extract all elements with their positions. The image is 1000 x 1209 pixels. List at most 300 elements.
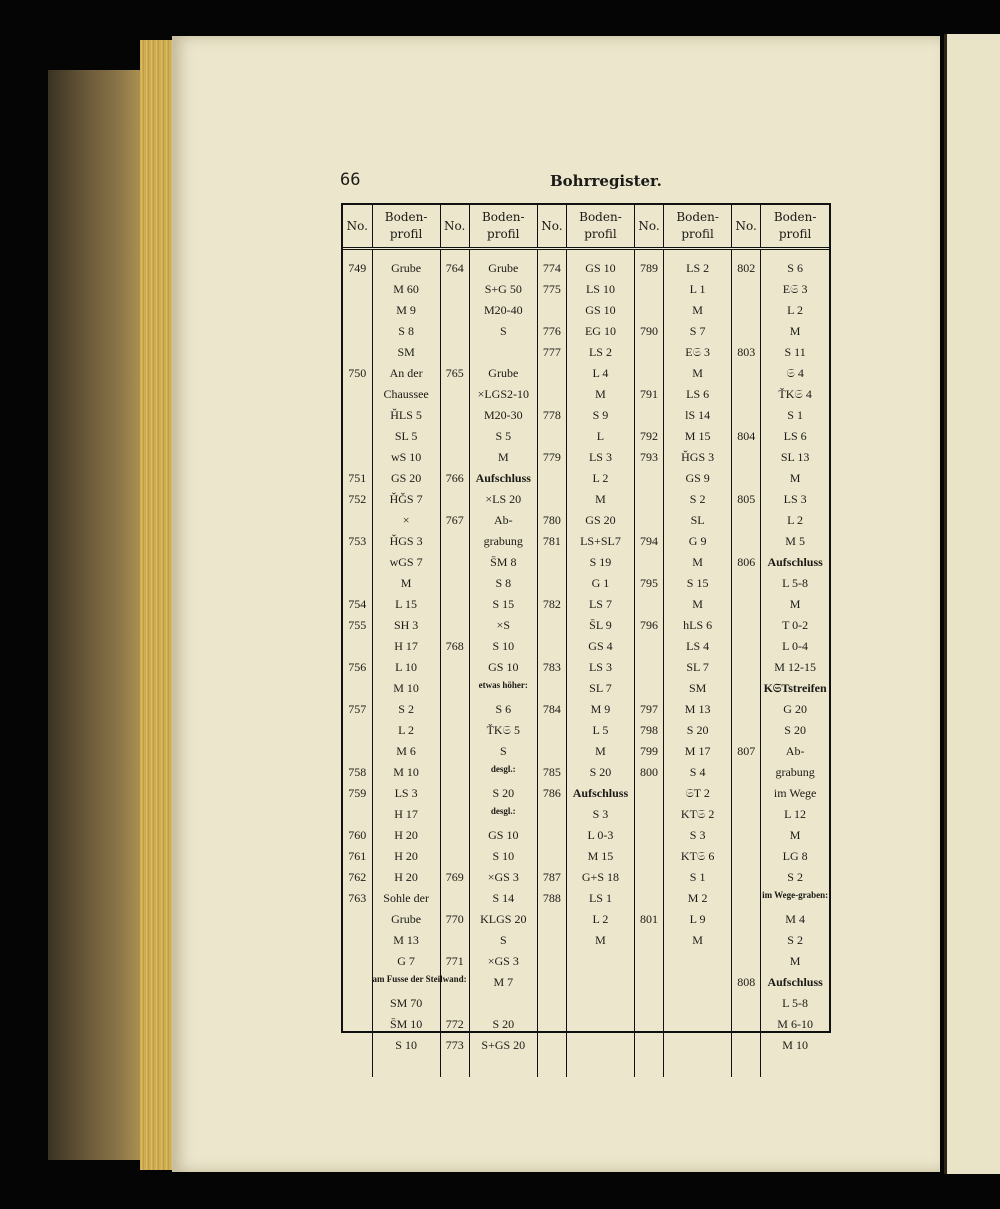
- header-no: No.: [537, 205, 566, 249]
- profile-entry: grabung: [775, 765, 815, 779]
- profile-entry: H 20: [394, 870, 418, 884]
- profile-entry: LS 6: [686, 387, 710, 401]
- entry-number: [441, 426, 469, 447]
- profile-entry: Ab-: [785, 744, 805, 758]
- entry-number: [732, 321, 760, 342]
- entry-number: 773: [445, 1038, 464, 1052]
- profile-entry: ŤK𝔖 5: [486, 723, 520, 737]
- profile-entry: LS 1: [588, 891, 612, 905]
- profile-entry: E𝔖 3: [782, 282, 808, 296]
- entry-number: [343, 930, 372, 951]
- profile-column: [664, 249, 732, 1078]
- profile-entry: SL 7: [686, 660, 709, 674]
- entry-number: 754: [348, 597, 367, 611]
- profile-entry: L 10: [395, 660, 418, 674]
- entry-number: [538, 573, 566, 594]
- entry-number: [635, 342, 663, 363]
- entry-number: [538, 720, 566, 741]
- profile-entry: ȞGS 3: [389, 534, 423, 548]
- entry-number: [538, 489, 566, 510]
- borehole-register-table: [341, 203, 831, 1052]
- profile-entry: GS 10: [585, 261, 616, 275]
- entry-number: 778: [542, 408, 561, 422]
- entry-number: 780: [542, 513, 561, 527]
- entry-number: 788: [542, 891, 561, 905]
- entry-number: [343, 300, 372, 321]
- entry-number: [343, 321, 372, 342]
- entry-number: [732, 657, 760, 678]
- entry-number: [343, 1056, 372, 1077]
- profile-entry: M 13: [684, 702, 711, 716]
- header-profile: Boden-profil: [469, 205, 537, 249]
- entry-number: [343, 636, 372, 657]
- profile-entry: LS 7: [588, 597, 612, 611]
- profile-entry: L 2: [592, 912, 609, 926]
- entry-number: [441, 657, 469, 678]
- entry-number: [635, 468, 663, 489]
- profile-entry: ×LS 20: [485, 492, 522, 506]
- profile-entry: ×GS 3: [487, 954, 519, 968]
- profile-entry: L 12: [784, 807, 807, 821]
- profile-entry: ×S: [496, 618, 510, 632]
- profile-entry: M: [595, 933, 606, 947]
- entry-number: [635, 888, 663, 909]
- entry-number: 762: [348, 870, 367, 884]
- profile-entry: L 2: [787, 513, 804, 527]
- profile-entry: S 3: [592, 807, 609, 821]
- entry-number: 804: [737, 429, 756, 443]
- entry-number: [635, 678, 663, 699]
- profile-entry: LS 3: [783, 492, 807, 506]
- entry-number: [732, 762, 760, 783]
- entry-number: 768: [445, 639, 464, 653]
- entry-number: 808: [737, 975, 756, 989]
- entry-number: [635, 363, 663, 384]
- entry-number: 805: [737, 492, 756, 506]
- entry-number: [343, 573, 372, 594]
- entry-number: 749: [348, 261, 367, 275]
- profile-entry: L 2: [592, 471, 609, 485]
- entry-number: 800: [640, 765, 659, 779]
- profile-entry: S+G 50: [484, 282, 522, 296]
- entry-number: 790: [640, 324, 659, 338]
- profile-entry: M 10: [393, 765, 419, 779]
- profile-entry: S 9: [592, 408, 609, 422]
- profile-entry: LS+SL7: [580, 534, 621, 548]
- entry-number: [538, 552, 566, 573]
- entry-number: [343, 720, 372, 741]
- entry-number: 792: [640, 429, 659, 443]
- entry-number: [343, 384, 372, 405]
- entry-number: [441, 825, 469, 846]
- profile-entry: wGS 7: [389, 555, 423, 569]
- profile-entry: LS 3: [588, 450, 612, 464]
- entry-number: [538, 930, 566, 951]
- profile-entry: Aufschluss: [767, 555, 823, 569]
- profile-entry: L 5: [592, 723, 609, 737]
- profile-entry: SH 3: [393, 618, 419, 632]
- profile-entry: M: [692, 597, 703, 611]
- entry-number: [732, 783, 760, 804]
- profile-entry: LS 6: [783, 429, 807, 443]
- profile-entry: L 2: [787, 303, 804, 317]
- profile-entry: grabung: [483, 534, 523, 548]
- entry-number: [441, 573, 469, 594]
- entry-number: [732, 930, 760, 951]
- header-profile: Boden-profil: [664, 205, 732, 249]
- profile-entry: Ab-: [493, 513, 513, 527]
- profile-entry: L 0-3: [587, 828, 614, 842]
- entry-number: 791: [640, 387, 659, 401]
- entry-number: 758: [348, 765, 367, 779]
- profile-entry: M20-40: [483, 303, 523, 317]
- entry-number: 806: [737, 555, 756, 569]
- profile-entry: M 10: [393, 681, 419, 695]
- profile-entry: S 11: [784, 345, 806, 359]
- entry-number: 793: [640, 450, 659, 464]
- entry-number: 784: [542, 702, 561, 716]
- profile-entry: SL 7: [589, 681, 612, 695]
- entry-number: [732, 951, 760, 972]
- profile-entry: GS 10: [488, 828, 519, 842]
- entry-number: [538, 468, 566, 489]
- profile-entry: GS 9: [685, 471, 710, 485]
- entry-number: 798: [640, 723, 659, 737]
- entry-number: [441, 342, 469, 363]
- profile-entry: SM: [397, 345, 415, 359]
- entry-number: [441, 405, 469, 426]
- profile-entry: K𝔖Tstreifen: [763, 681, 827, 695]
- profile-entry: Chaussee: [383, 387, 429, 401]
- numbers-column: [440, 249, 469, 1078]
- entry-number: [343, 804, 372, 825]
- entry-number: [635, 804, 663, 825]
- profile-entry: M 17: [684, 744, 711, 758]
- entry-number: [732, 825, 760, 846]
- entry-number: [635, 930, 663, 951]
- entry-number: 751: [348, 471, 367, 485]
- profile-entry: H 17: [394, 807, 418, 821]
- entry-number: 757: [348, 702, 367, 716]
- profile-entry: LG 8: [782, 849, 808, 863]
- page-number: 66: [340, 170, 361, 190]
- entry-number: 771: [445, 954, 464, 968]
- profile-entry: S 20: [589, 765, 612, 779]
- profile-entry: G 9: [688, 534, 707, 548]
- entry-number: [343, 741, 372, 762]
- profile-entry: Aufschluss: [475, 471, 531, 485]
- profile-entry: M 5: [785, 534, 805, 548]
- profile-entry: M 12-15: [774, 660, 816, 674]
- entry-number: [441, 678, 469, 699]
- entry-number: 781: [542, 534, 561, 548]
- entry-number: [441, 720, 469, 741]
- profile-entry: SL 5: [394, 429, 418, 443]
- entry-number: [635, 825, 663, 846]
- profile-entry: ×: [402, 513, 410, 527]
- entry-number: [732, 846, 760, 867]
- profile-entry: L 9: [689, 912, 706, 926]
- profile-entry: S+GS 20: [481, 1038, 526, 1052]
- profile-entry: S: [499, 933, 507, 947]
- profile-entry: im Wege: [773, 786, 817, 800]
- entry-number: [732, 678, 760, 699]
- entry-number: [538, 804, 566, 825]
- profile-entry: M: [692, 555, 703, 569]
- entry-number: [343, 447, 372, 468]
- entry-number: [732, 888, 760, 909]
- header-no: No.: [732, 205, 761, 249]
- entry-number: 796: [640, 618, 659, 632]
- profile-entry: etwas höher:: [478, 680, 528, 690]
- entry-number: [732, 909, 760, 930]
- profile-entry: desgl.:: [490, 764, 516, 774]
- entry-number: 766: [445, 471, 464, 485]
- profile-entry: SM: [688, 681, 707, 695]
- profile-entry: S 15: [492, 597, 515, 611]
- entry-number: [343, 405, 372, 426]
- running-title: Bohrregister.: [550, 172, 662, 190]
- profile-entry: M: [789, 828, 801, 842]
- profile-entry: S 2: [787, 933, 803, 947]
- entry-number: 779: [542, 450, 561, 464]
- profile-entry: S 20: [492, 786, 515, 800]
- entry-number: [441, 321, 469, 342]
- entry-number: 785: [542, 765, 561, 779]
- profile-entry: M 13: [393, 933, 419, 947]
- profile-entry: T 0-2: [782, 618, 809, 632]
- profile-entry: GS 10: [488, 660, 519, 674]
- entry-number: 753: [348, 534, 367, 548]
- entry-number: [343, 1035, 372, 1056]
- profile-entry: S: [499, 744, 507, 758]
- profile-entry: S 6: [787, 261, 803, 275]
- entry-number: 767: [445, 513, 464, 527]
- profile-entry: Grube: [488, 366, 519, 380]
- profile-entry: LS 3: [588, 660, 612, 674]
- entry-number: [441, 615, 469, 636]
- profile-entry: G 20: [783, 702, 807, 716]
- entry-number: [441, 930, 469, 951]
- entry-number: [538, 741, 566, 762]
- entry-number: [732, 636, 760, 657]
- entry-number: [441, 804, 469, 825]
- entry-number: 760: [348, 828, 367, 842]
- profile-entry: S 6: [495, 702, 512, 716]
- profile-column: [761, 249, 829, 1078]
- profile-entry: M 7: [493, 975, 514, 989]
- numbers-column: [635, 249, 664, 1078]
- profile-entry: hLS 6: [683, 618, 713, 632]
- entry-number: [441, 489, 469, 510]
- header-no: No.: [440, 205, 469, 249]
- profile-entry: S 1: [787, 408, 803, 422]
- entry-number: [538, 300, 566, 321]
- entry-number: [732, 531, 760, 552]
- profile-entry: L 1: [689, 282, 706, 296]
- profile-entry: M: [789, 954, 801, 968]
- profile-entry: H 20: [394, 828, 418, 842]
- entry-number: [732, 594, 760, 615]
- entry-number: [538, 636, 566, 657]
- profile-entry: GS 10: [585, 303, 616, 317]
- profile-entry: E𝔖 3: [685, 345, 710, 359]
- page-header: [340, 170, 832, 192]
- entry-number: 802: [737, 261, 756, 275]
- profile-entry: S 4: [689, 765, 706, 779]
- profile-entry: S̄M 8: [490, 555, 517, 569]
- entry-number: [635, 279, 663, 300]
- entry-number: [732, 447, 760, 468]
- profile-entry: M 6-10: [777, 1017, 813, 1031]
- profile-entry: M: [692, 366, 703, 380]
- entry-number: 807: [737, 744, 756, 758]
- profile-entry: G 7: [397, 954, 415, 968]
- entry-number: [441, 531, 469, 552]
- entry-number: [441, 846, 469, 867]
- entry-number: 756: [348, 660, 367, 674]
- profile-entry: G+S 18: [581, 870, 619, 884]
- profile-entry: M 6: [396, 744, 416, 758]
- entry-number: 783: [542, 660, 561, 674]
- profile-entry: S 8: [495, 576, 512, 590]
- profile-entry: M: [400, 576, 412, 590]
- profile-entry: M: [595, 387, 606, 401]
- profile-entry: S 19: [589, 555, 612, 569]
- entry-number: [538, 426, 566, 447]
- profile-entry: M: [595, 744, 606, 758]
- profile-entry: M 9: [590, 702, 611, 716]
- entry-number: [441, 783, 469, 804]
- profile-entry: M: [595, 492, 606, 506]
- profile-entry: LS 10: [585, 282, 615, 296]
- profile-entry: M 4: [785, 912, 805, 926]
- profile-entry: LS 2: [588, 345, 612, 359]
- profile-entry: L: [596, 429, 605, 443]
- entry-number: 794: [640, 534, 659, 548]
- entry-number: 789: [640, 261, 659, 275]
- profile-entry: Grube: [391, 261, 422, 275]
- profile-entry: lS 14: [685, 408, 711, 422]
- profile-entry: Grube: [488, 261, 519, 275]
- entry-number: [441, 699, 469, 720]
- entry-number: [343, 993, 372, 1014]
- entry-number: 782: [542, 597, 561, 611]
- profile-entry: M: [789, 597, 801, 611]
- entry-number: [441, 993, 469, 1014]
- profile-entry: GS 4: [588, 639, 613, 653]
- table-body-row: [343, 249, 829, 1078]
- profile-entry: S̄M 10: [389, 1017, 423, 1031]
- profile-entry: L 5-8: [782, 576, 809, 590]
- entry-number: [635, 783, 663, 804]
- entry-number: [441, 300, 469, 321]
- profile-entry: EG 10: [584, 324, 616, 338]
- entry-number: [732, 363, 760, 384]
- entry-number: [732, 615, 760, 636]
- profile-entry: GS 20: [390, 471, 422, 485]
- profile-entry: M 9: [396, 303, 416, 317]
- profile-entry: L 5-8: [782, 996, 809, 1010]
- entry-number: [635, 405, 663, 426]
- profile-entry: KT𝔖 2: [680, 807, 715, 821]
- entry-number: 801: [640, 912, 659, 926]
- entry-number: 763: [348, 891, 367, 905]
- profile-entry: L 2: [398, 723, 415, 737]
- table-header-row: [343, 205, 829, 249]
- entry-number: [635, 657, 663, 678]
- profile-entry: G 1: [591, 576, 610, 590]
- entry-number: [441, 888, 469, 909]
- profile-entry: S 14: [492, 891, 515, 905]
- profile-entry: am Fusse der Steilwand:: [372, 974, 467, 984]
- profile-entry: H 17: [394, 639, 418, 653]
- entry-number: [635, 300, 663, 321]
- entry-number: [732, 300, 760, 321]
- profile-entry: S 1: [689, 870, 706, 884]
- entry-number: [538, 678, 566, 699]
- entry-number: [441, 279, 469, 300]
- entry-number: [343, 426, 372, 447]
- profile-entry: S 2: [398, 702, 414, 716]
- profile-entry: S 3: [689, 828, 706, 842]
- profile-entry: ȞGS 3: [681, 450, 715, 464]
- profile-entry: M20-30: [483, 408, 523, 422]
- profile-entry: LS 2: [686, 261, 710, 275]
- header-profile: Boden-profil: [372, 205, 440, 249]
- entry-number: [538, 825, 566, 846]
- profile-entry: LS 4: [686, 639, 710, 653]
- entry-number: 755: [348, 618, 367, 632]
- profile-entry: S 5: [495, 429, 512, 443]
- entry-number: [538, 615, 566, 636]
- entry-number: 786: [542, 786, 561, 800]
- profile-entry: LS 3: [394, 786, 418, 800]
- header-profile: Boden-profil: [761, 205, 829, 249]
- entry-number: [732, 993, 760, 1014]
- profile-entry: S 8: [398, 324, 414, 338]
- entry-number: [343, 342, 372, 363]
- profile-entry: ȞǦS 7: [389, 492, 423, 506]
- profile-entry: S: [499, 324, 507, 338]
- entry-number: 797: [640, 702, 659, 716]
- entry-number: [732, 720, 760, 741]
- entry-number: [343, 951, 372, 972]
- profile-entry: L 15: [395, 597, 418, 611]
- profile-entry: KT𝔖 6: [680, 849, 715, 863]
- profile-entry: GS 20: [585, 513, 616, 527]
- entry-number: [441, 552, 469, 573]
- facing-page: [944, 34, 1000, 1174]
- profile-entry: L 0-4: [782, 639, 809, 653]
- entry-number: [732, 405, 760, 426]
- entry-number: 777: [542, 345, 561, 359]
- profile-entry: SL: [690, 513, 705, 527]
- entry-number: [635, 846, 663, 867]
- entry-number: 795: [640, 576, 659, 590]
- profile-entry: M 15: [587, 849, 614, 863]
- entry-number: 769: [445, 870, 464, 884]
- entry-number: 765: [445, 366, 464, 380]
- profile-entry: M 10: [782, 1038, 808, 1052]
- entry-number: [343, 909, 372, 930]
- entry-number: [732, 573, 760, 594]
- entry-number: [441, 762, 469, 783]
- profile-entry: M 2: [687, 891, 708, 905]
- entry-number: 772: [445, 1017, 464, 1031]
- header-no: No.: [635, 205, 664, 249]
- entry-number: 803: [737, 345, 756, 359]
